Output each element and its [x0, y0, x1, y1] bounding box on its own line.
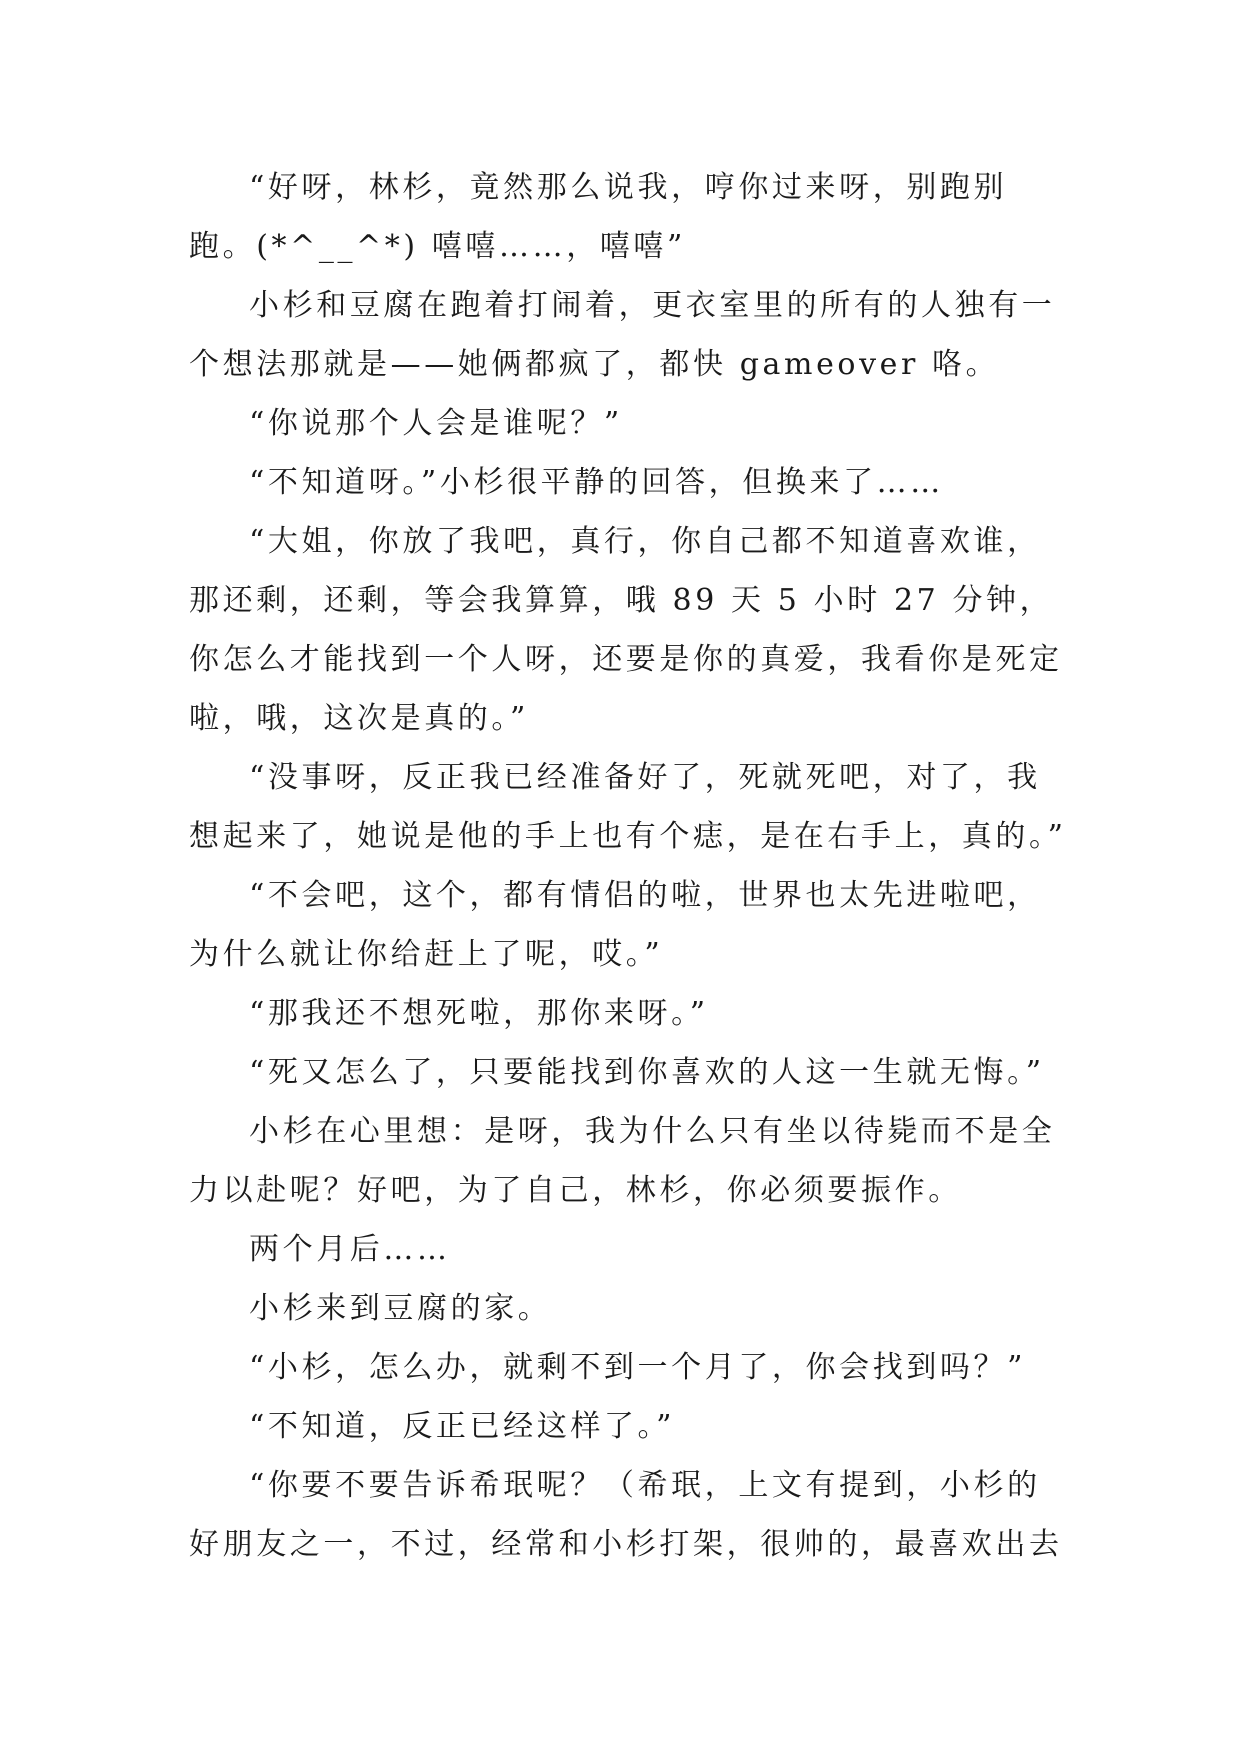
paragraph: “小杉，怎么办，就剩不到一个月了，你会找到吗？”: [249, 1350, 1027, 1385]
paragraph: “你要不要告诉希珉呢？（希珉，上文有提到，小杉的好朋友之一，不过，经常和小杉打架，很帅的，最喜欢出去: [189, 1468, 1063, 1562]
paragraph: 小杉在心里想：是呀，我为什么只有坐以待毙而不是全力以赴呢？好吧，为了自己，林杉，你必须要振作。: [189, 1114, 1056, 1208]
paragraph: “死又怎么了，只要能找到你喜欢的人这一生就无悔。”: [249, 1055, 1045, 1090]
paragraph: “不知道呀。”小杉很平静的回答，但换来了……: [249, 465, 944, 500]
paragraph: “你说那个人会是谁呢？”: [249, 406, 623, 441]
paragraph: 小杉和豆腐在跑着打闹着，更衣室里的所有的人独有一个想法那就是——她俩都疯了，都快 gameover 咯。: [189, 288, 1056, 382]
paragraph: “大姐，你放了我吧，真行，你自己都不知道喜欢谁，那还剩，还剩，等会我算算，哦 89 天 5 小时 27 分钟，你怎么才能找到一个人呀，还要是你的真爱，我看你是死定啦，哦，这次是真的。”: [189, 524, 1063, 736]
document-body: [189, 158, 1071, 1574]
paragraph: “好呀，林杉，竟然那么说我，哼你过来呀，别跑别跑。(*^__^*) 嘻嘻……，嘻嘻”: [189, 170, 1008, 264]
paragraph: “没事呀，反正我已经准备好了，死就死吧，对了，我想起来了，她说是他的手上也有个痣，是在右手上，真的。”: [189, 760, 1067, 854]
paragraph: “不知道，反正已经这样了。”: [249, 1409, 676, 1444]
paragraph: 小杉来到豆腐的家。: [249, 1291, 552, 1326]
paragraph: 两个月后……: [249, 1232, 451, 1267]
paragraph: “不会吧，这个，都有情侣的啦，世界也太先进啦吧，为什么就让你给赶上了呢，哎。”: [189, 878, 1041, 972]
paragraph: “那我还不想死啦，那你来呀。”: [249, 996, 709, 1031]
